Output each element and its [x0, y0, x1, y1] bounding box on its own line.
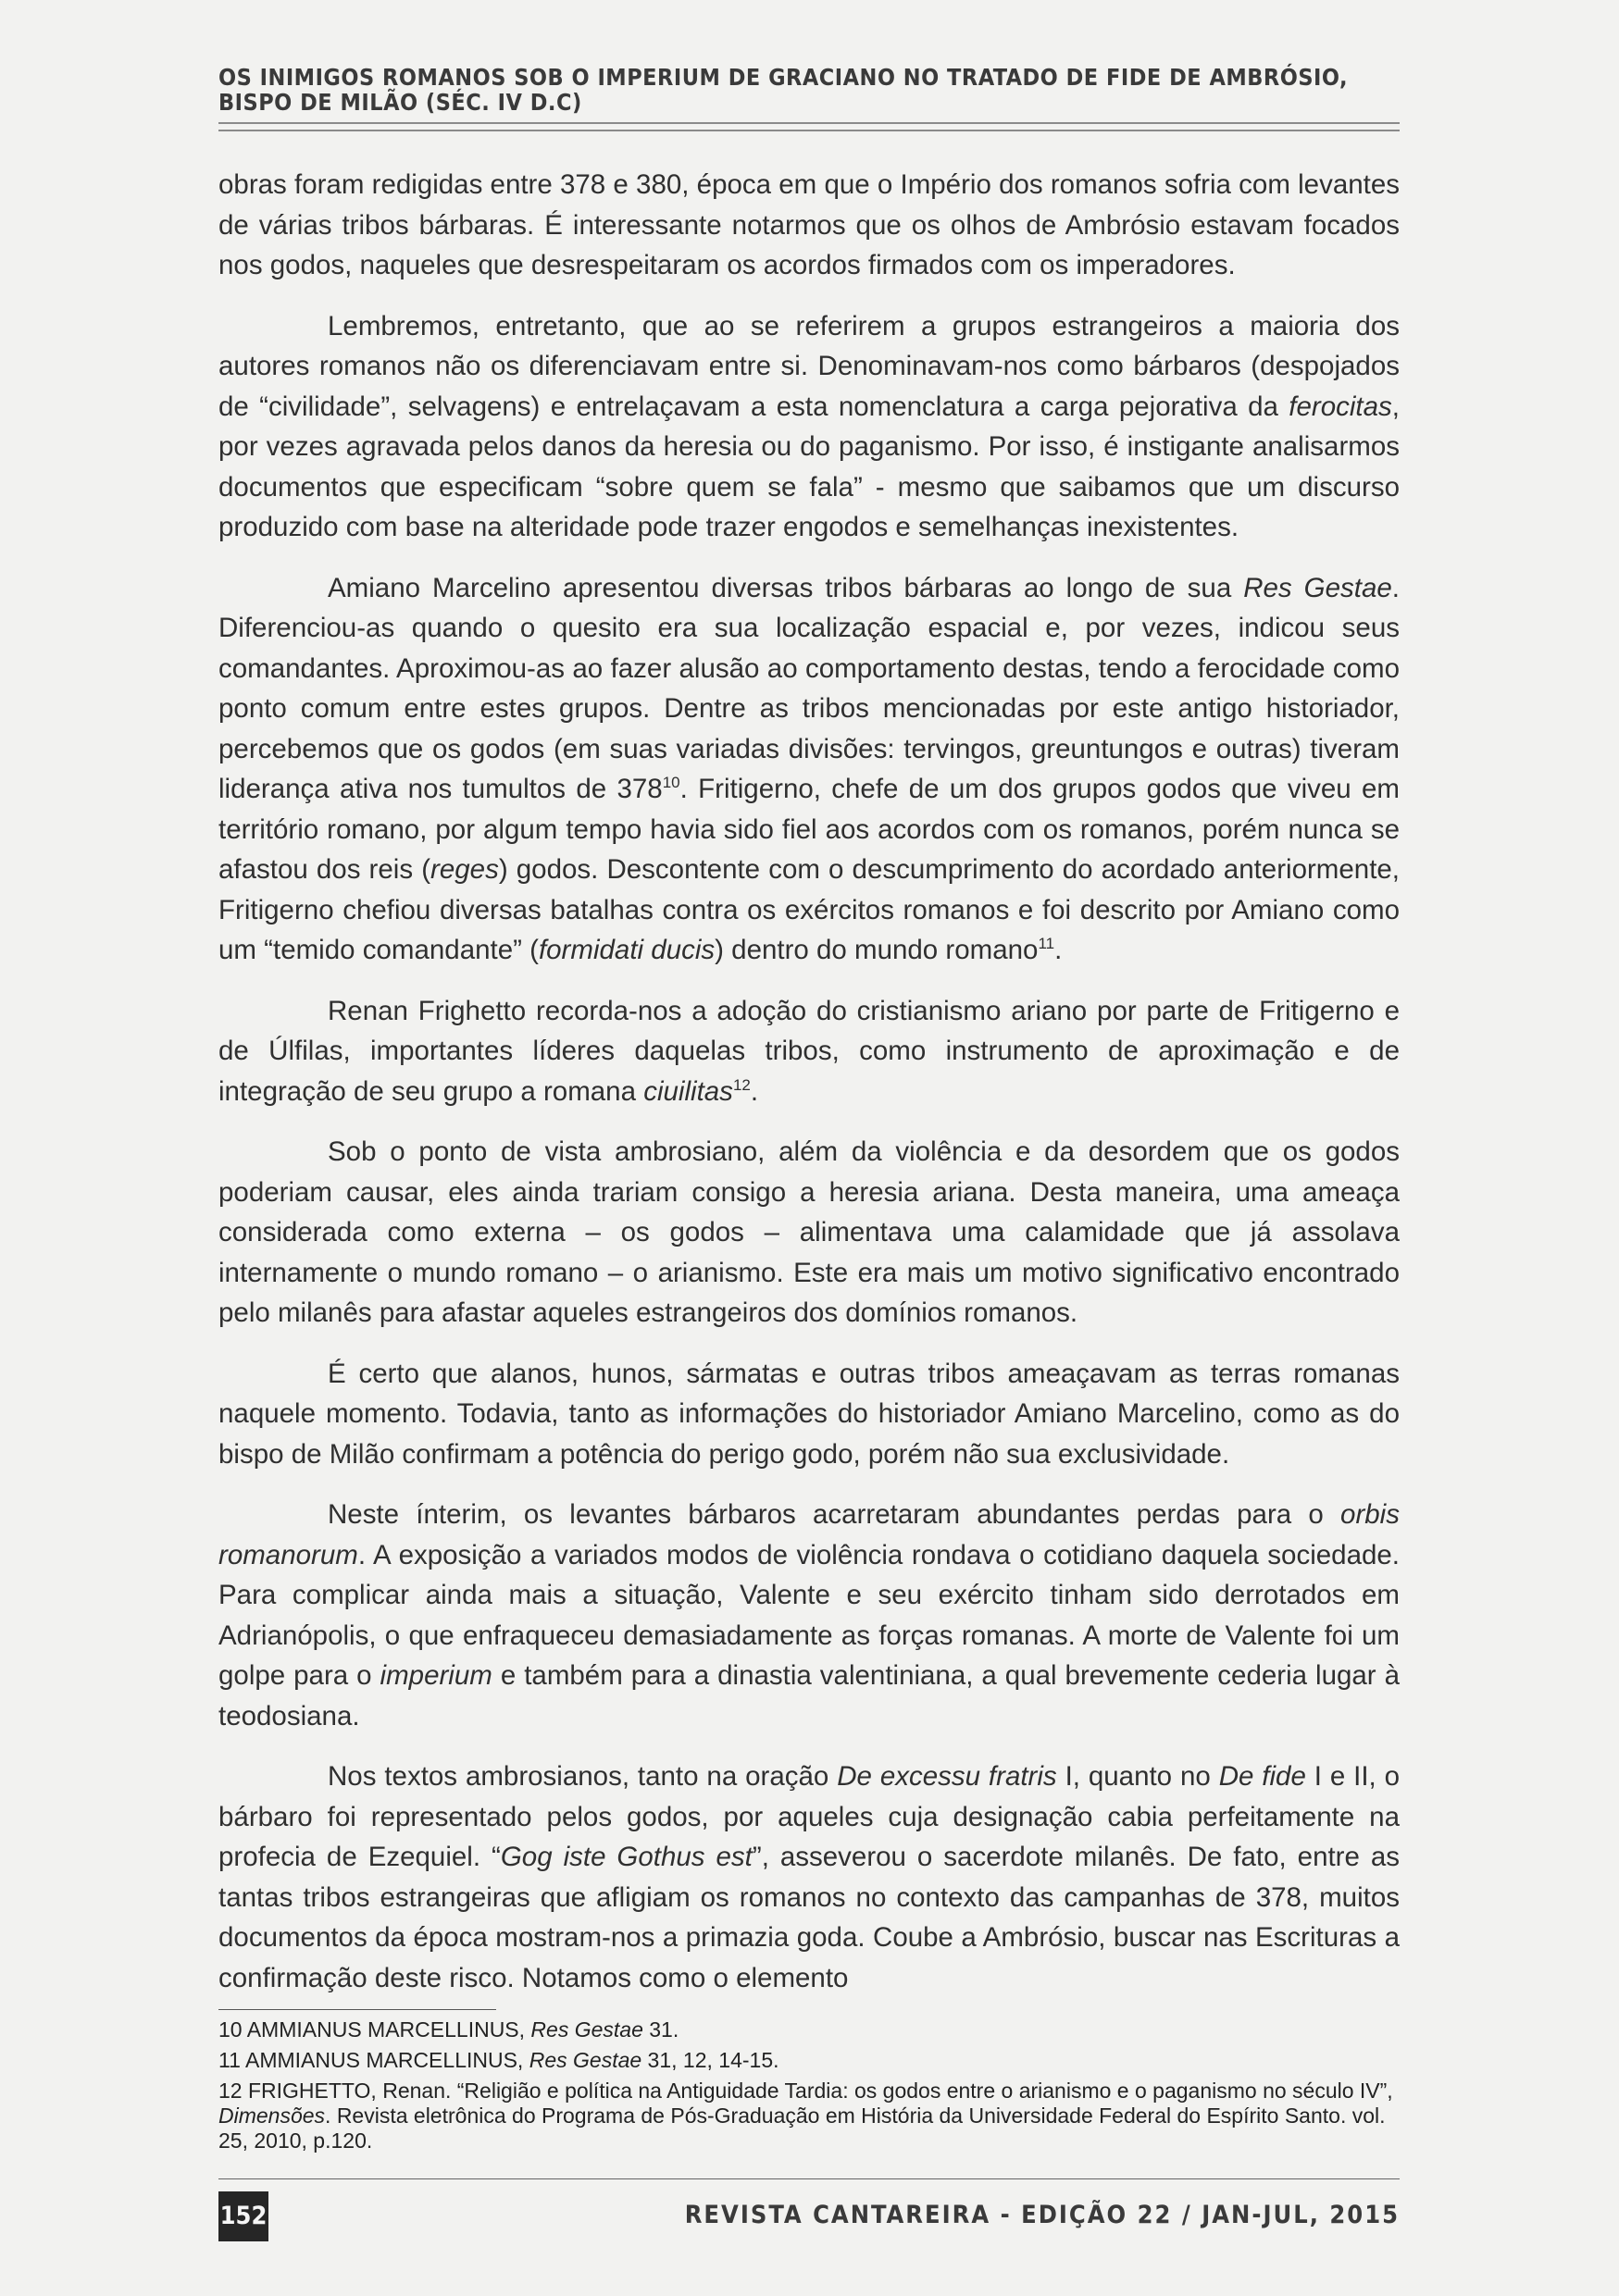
paragraph-1 — [218, 165, 1400, 286]
footnote-12 — [218, 2079, 1400, 2153]
fn10-text-b: 31. — [642, 2017, 679, 2042]
header-title-line1: OS INIMIGOS ROMANOS SOB O IMPERIUM DE GRACIANO NO TRATADO DE FIDE DE AMBRÓSIO, — [218, 64, 1349, 91]
p3-text-a: Amiano Marcelino apresentou diversas tribos bárbaras ao longo de sua — [328, 572, 1244, 603]
footnote-11 — [218, 2048, 1400, 2073]
header-double-rule — [218, 122, 1400, 131]
p3-text-f: . — [1054, 935, 1063, 965]
p3-text-d: ) godos. Descontente com o descumprimento do acordado anteriormente, Fritigerno chefiou diversas batalhas contra os exércitos romanos e foi descrito por Amiano como um “temido comandante” ( — [218, 854, 1400, 965]
fn12-text-a: 12 FRIGHETTO, Renan. “Religião e política na Antiguidade Tardia: os godos entre o arianismo e o paganismo no século IV”, — [218, 2079, 1393, 2103]
p8-italic-1: De excessu fratris — [837, 1761, 1057, 1792]
p7-text-c: e também para a dinastia valentiniana, a qual brevemente cederia lugar à teodosiana. — [218, 1660, 1400, 1731]
p8-text-a: Nos textos ambrosianos, tanto na oração — [328, 1761, 838, 1792]
p4-italic: ciuilitas — [643, 1075, 733, 1107]
paragraph-5 — [218, 1132, 1400, 1334]
p3-text-b: . Diferenciou-as quando o quesito era sua localização espacial e, por vezes, indicou seus comandantes. Aproximou-as ao fazer alusão ao comportamento destas, tendo a ferocidade como ponto comum entre estes grupos. Dentre as tribos mencionadas por este antigo historiador, percebemos que os godos (em suas variadas divisões: tervingos, greuntungos e outras) tiveram liderança ativa nos tumultos de 378 — [218, 572, 1400, 804]
p3-text-c: . Fritigerno, chefe de um dos grupos godos que viveu em território romano, por algum tempo havia sido fiel aos acordos com os romanos, porém nunca se afastou dos reis ( — [218, 774, 1400, 885]
p8-text-c: I e II, o bárbaro foi representado pelos godos, por aqueles cuja designação cabia perfeitamente na profecia de Ezequiel. “ — [218, 1761, 1401, 1872]
running-header-title — [218, 65, 1400, 115]
p3-italic-1: Res Gestae — [1243, 572, 1392, 603]
p3-italic-2: reges — [430, 854, 499, 885]
p7-text-b: . A exposição a variados modos de violência rondava o cotidiano daquela sociedade. Para complicar ainda mais a situação, Valente e seu exército tinham sido derrotados em Adrianópolis, o que enfraqueceu demasiadamente as forças romanas. A morte de Valente foi um golpe para o — [218, 1539, 1400, 1691]
paragraph-7 — [218, 1495, 1400, 1736]
header-title-line2: BISPO DE MILÃO (SÉC. IV D.C) — [218, 89, 582, 116]
fn12-italic: Dimensões — [218, 2104, 326, 2128]
p4-text-a: Renan Frighetto recorda-nos a adoção do cristianismo ariano por parte de Fritigerno e de Úlfilas, importantes líderes daquelas tribos, como instrumento de aproximação e de integração de seu grupo a romana — [218, 995, 1400, 1107]
paragraph-8 — [218, 1756, 1400, 1998]
fn11-italic: Res Gestae — [529, 2048, 642, 2072]
article-body — [218, 165, 1400, 2018]
paragraph-2 — [218, 306, 1400, 548]
p8-italic-2: De fide — [1218, 1761, 1306, 1792]
fn10-text-a: 10 AMMIANUS MARCELLINUS, — [218, 2017, 531, 2042]
running-header — [218, 65, 1400, 131]
page-number-badge: 152 — [218, 2191, 268, 2241]
fn11-text-a: 11 AMMIANUS MARCELLINUS, — [218, 2048, 529, 2072]
p3-text-e: ) dentro do mundo romano — [715, 935, 1039, 965]
p7-italic-1: orbis romanorum — [218, 1499, 1400, 1570]
paragraph-1-text: obras foram redigidas entre 378 e 380, época em que o Império dos romanos sofria com levantes de várias tribos bárbaras. É interessante notarmos que os olhos de Ambrósio estavam focados nos godos, naqueles que desrespeitaram os acordos firmados com os imperadores. — [218, 169, 1400, 280]
fn11-text-b: 31, 12, 14-15. — [641, 2048, 779, 2072]
fn10-italic: Res Gestae — [530, 2017, 643, 2042]
footnote-ref-12[interactable]: 12 — [732, 1075, 751, 1094]
journal-footer: REVISTA CANTAREIRA - EDIÇÃO 22 / JAN-JUL, 2015 — [684, 2201, 1400, 2229]
paragraph-4 — [218, 991, 1400, 1112]
footnote-ref-11[interactable]: 11 — [1038, 935, 1055, 953]
paragraph-5-text: Sob o ponto de vista ambrosiano, além da violência e da desordem que os godos poderiam causar, eles ainda trariam consigo a heresia ariana. Desta maneira, uma ameaça considerada como externa – os godos – alimentava uma calamidade que já assolava internamente o mundo romano – o arianismo. Este era mais um motivo significativo encontrado pelo milanês para afastar aqueles estrangeiros dos domínios romanos. — [218, 1136, 1400, 1328]
footnote-10 — [218, 2017, 1400, 2042]
p3-italic-3: formidati ducis — [538, 935, 716, 965]
p7-text-a: Neste ínterim, os levantes bárbaros acarretaram abundantes perdas para o — [328, 1499, 1341, 1530]
p2-italic: ferocitas — [1289, 391, 1392, 422]
paragraph-6-text: É certo que alanos, hunos, sármatas e outras tribos ameaçavam as terras romanas naquele momento. Todavia, tanto as informações do historiador Amiano Marcelino, como as do bispo de Milão confirmam a potência do perigo godo, porém não sua exclusividade. — [218, 1358, 1400, 1470]
p7-italic-2: imperium — [380, 1660, 492, 1691]
p8-italic-3: Gog iste Gothus est — [500, 1842, 753, 1872]
footnote-separator — [218, 2009, 496, 2010]
p8-text-d: ”, asseverou o sacerdote milanês. De fato, entre as tantas tribos estrangeiras que afligiam os romanos no contexto das campanhas de 378, muitos documentos da época mostram-nos a primazia goda. Coube a Ambrósio, buscar nas Escrituras a confirmação deste risco. Notamos como o elemento — [218, 1842, 1401, 1993]
p4-text-b: . — [750, 1075, 759, 1107]
paragraph-3 — [218, 568, 1400, 971]
p8-text-b: I, quanto no — [1056, 1761, 1219, 1792]
paragraph-6 — [218, 1354, 1400, 1475]
fn12-text-b: . Revista eletrônica do Programa de Pós-Graduação em História da Universidade Federal do Espírito Santo. vol. 25, 2010, p.120. — [218, 2104, 1386, 2153]
p2-text-a: Lembremos, entretanto, que ao se referirem a grupos estrangeiros a maioria dos autores romanos não os diferenciavam entre si. Denominavam-nos como bárbaros (despojados de “civilidade”, selvagens) e entrelaçavam a esta nomenclatura a carga pejorativa da — [218, 310, 1400, 422]
footnote-ref-10[interactable]: 10 — [662, 774, 680, 792]
p2-text-b: , por vezes agravada pelos danos da heresia ou do paganismo. Por isso, é instigante analisarmos documentos que especificam “sobre quem se fala” - mesmo que saibamos que um discurso produzido com base na alteridade pode trazer engodos e semelhanças inexistentes. — [218, 391, 1400, 542]
footer-rule — [218, 2178, 1400, 2179]
footnotes — [218, 2017, 1400, 2159]
